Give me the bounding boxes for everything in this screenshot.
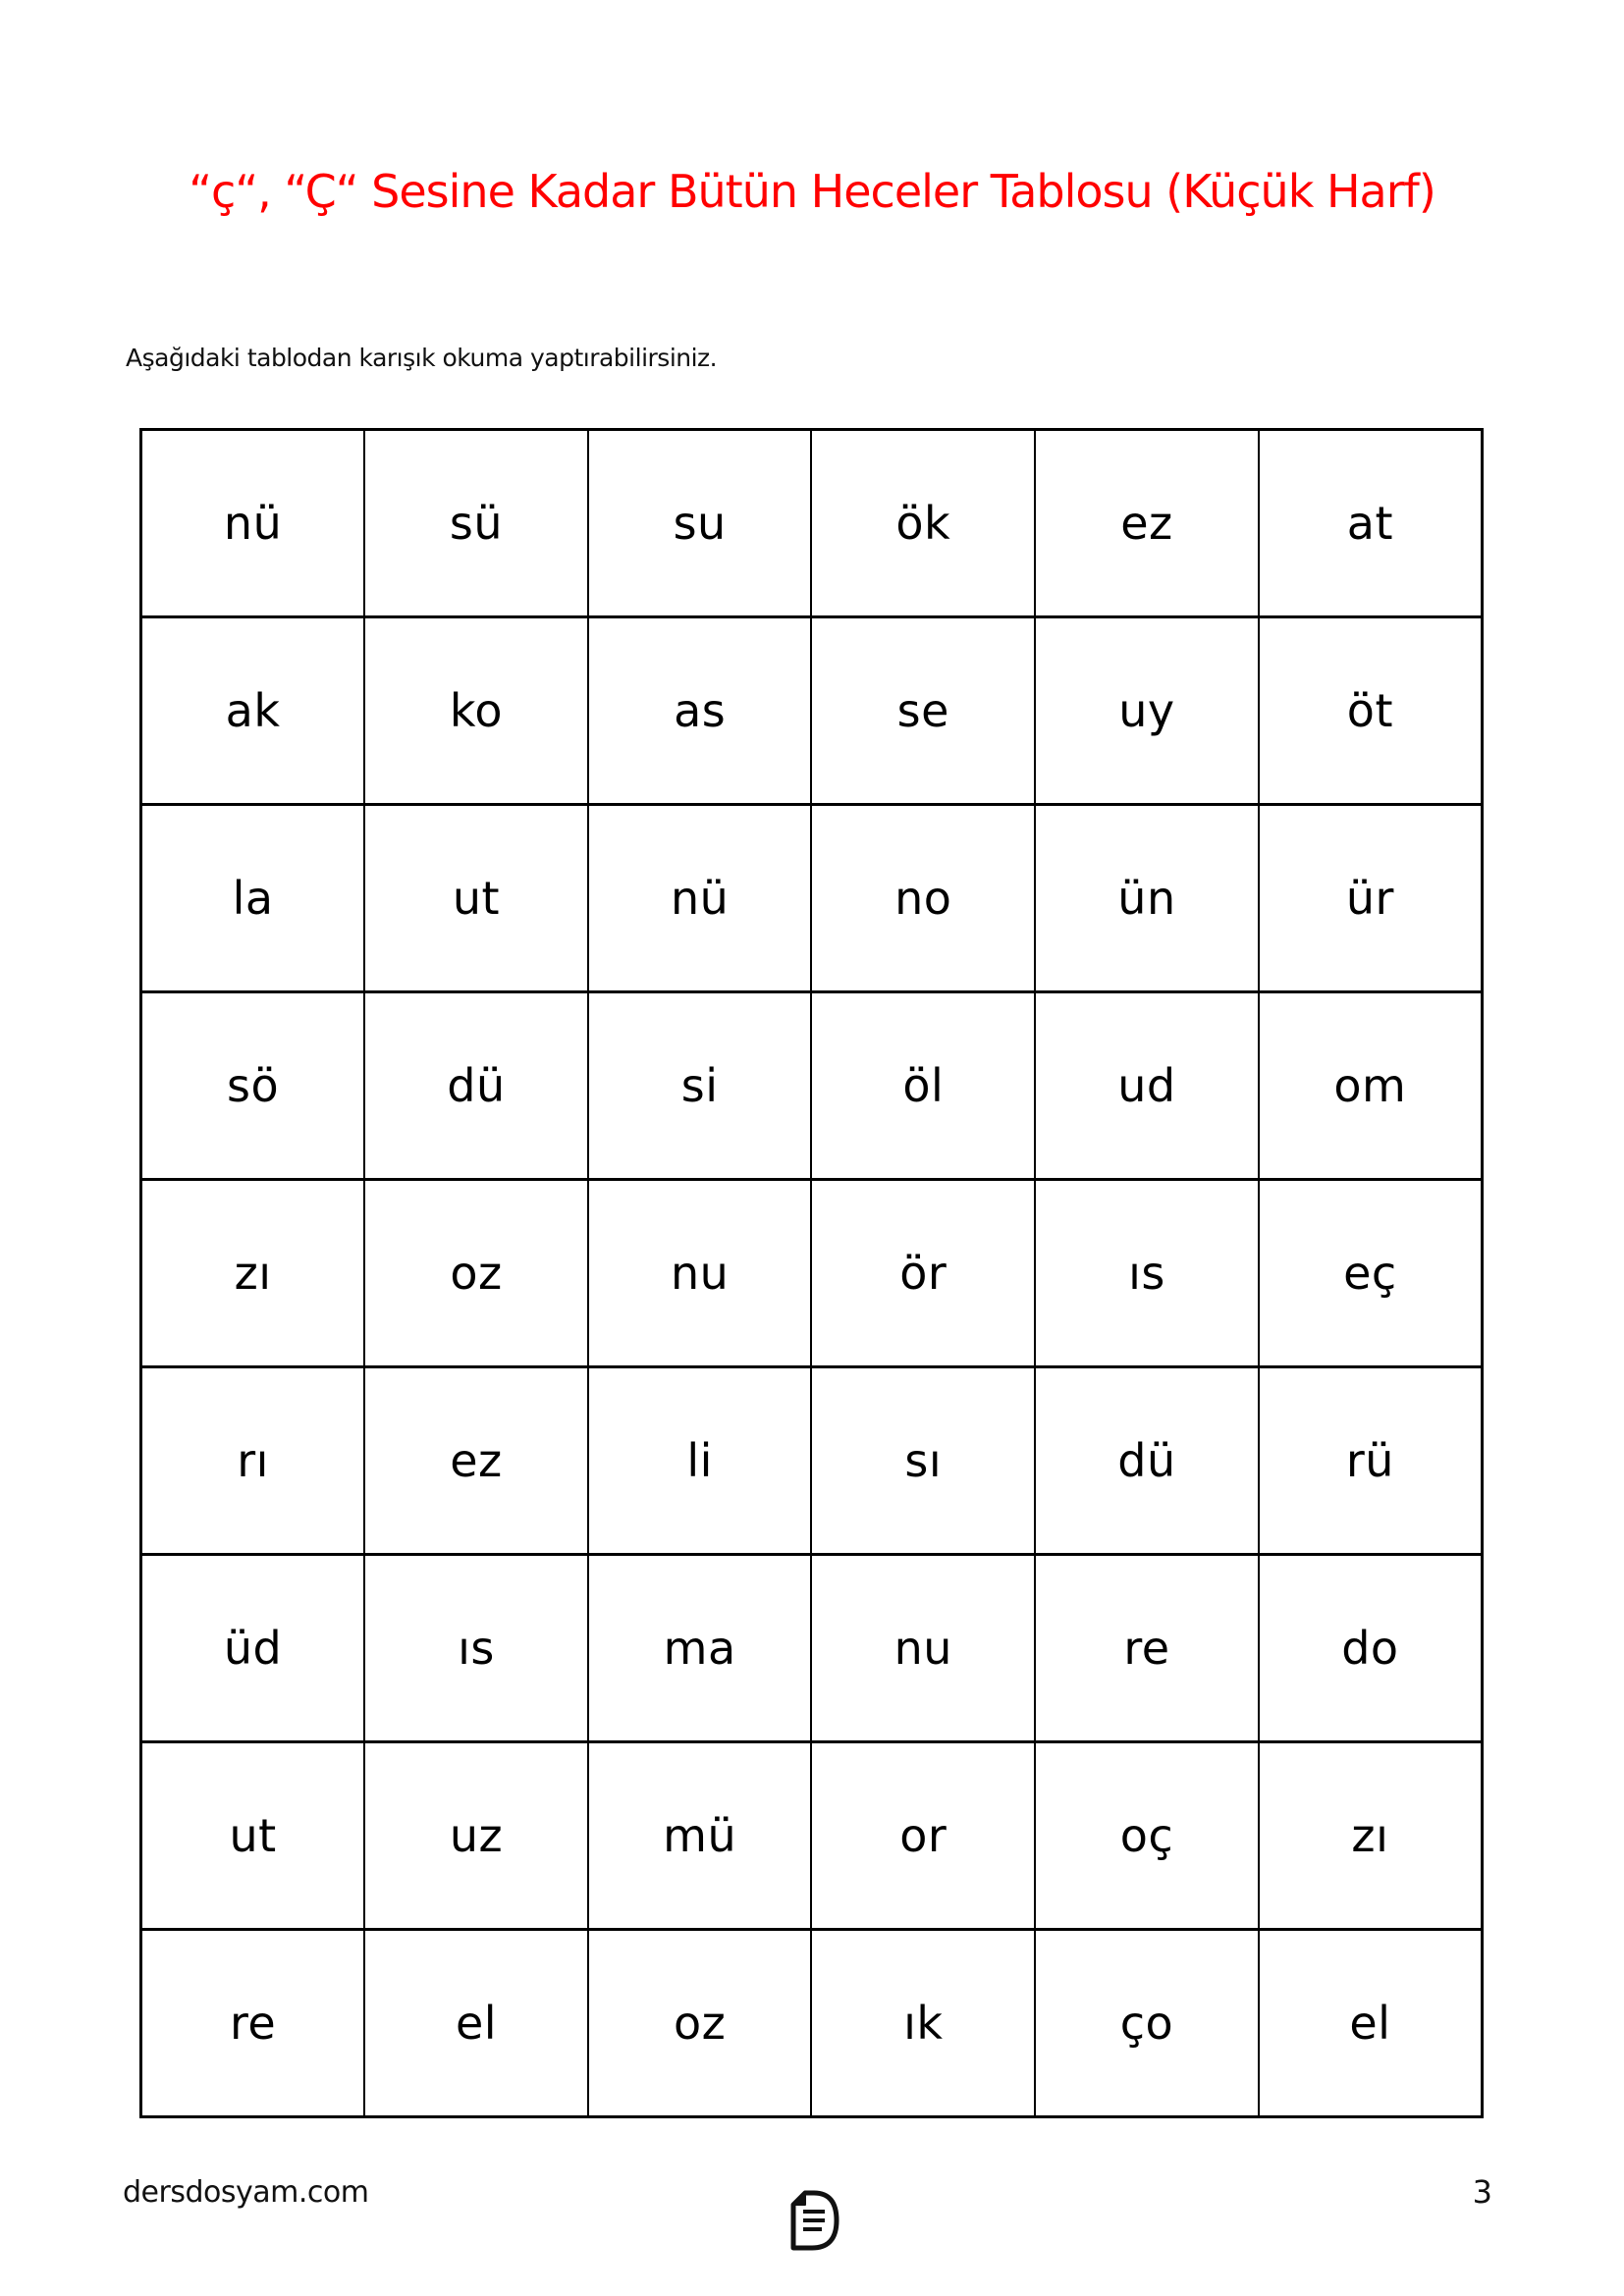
syllable-cell: dü [364, 992, 588, 1180]
syllable-cell: ün [1035, 805, 1259, 992]
syllable-cell: el [364, 1930, 588, 2117]
syllable-cell: ür [1259, 805, 1483, 992]
syllable-cell: ık [811, 1930, 1035, 2117]
table-row [141, 1930, 1483, 2117]
syllable-cell: nü [141, 430, 365, 617]
document-icon [785, 2189, 839, 2252]
website-text: dersdosyam.com [123, 2175, 369, 2210]
page-title: “ç“, “Ç“ Sesine Kadar Bütün Heceler Tablosu (Küçük Harf) [189, 165, 1435, 218]
syllable-cell: ud [1035, 992, 1259, 1180]
syllable-cell: do [1259, 1555, 1483, 1742]
syllable-cell: nu [811, 1555, 1035, 1742]
syllable-cell: sı [811, 1367, 1035, 1555]
syllable-cell: ez [1035, 430, 1259, 617]
syllable-cell: ör [811, 1180, 1035, 1367]
table-row [141, 1555, 1483, 1742]
syllable-cell: ko [364, 617, 588, 805]
table-row [141, 1742, 1483, 1930]
instruction-text: Aşağıdaki tablodan karışık okuma yaptırabilirsiniz. [126, 344, 718, 372]
table-row [141, 992, 1483, 1180]
syllable-cell: ço [1035, 1930, 1259, 2117]
table-row [141, 617, 1483, 805]
syllable-cell: dü [1035, 1367, 1259, 1555]
syllable-cell: ut [364, 805, 588, 992]
syllable-cell: uy [1035, 617, 1259, 805]
syllable-cell: ma [588, 1555, 812, 1742]
syllable-cell: zı [1259, 1742, 1483, 1930]
syllable-cell: üd [141, 1555, 365, 1742]
syllable-cell: ak [141, 617, 365, 805]
syllable-cell: eç [1259, 1180, 1483, 1367]
page-number: 3 [1472, 2173, 1492, 2211]
syllable-cell: at [1259, 430, 1483, 617]
syllable-cell: ez [364, 1367, 588, 1555]
table-row [141, 430, 1483, 617]
syllable-cell: se [811, 617, 1035, 805]
syllable-cell: as [588, 617, 812, 805]
syllable-cell: rü [1259, 1367, 1483, 1555]
table-row [141, 805, 1483, 992]
syllable-cell: uz [364, 1742, 588, 1930]
syllable-cell: mü [588, 1742, 812, 1930]
syllable-cell: no [811, 805, 1035, 992]
syllable-cell: su [588, 430, 812, 617]
syllable-cell: re [141, 1930, 365, 2117]
syllable-cell: oz [364, 1180, 588, 1367]
syllable-cell: sü [364, 430, 588, 617]
syllable-cell: el [1259, 1930, 1483, 2117]
table-row [141, 1367, 1483, 1555]
syllable-cell: zı [141, 1180, 365, 1367]
syllable-cell: si [588, 992, 812, 1180]
syllable-cell: öl [811, 992, 1035, 1180]
syllable-cell: ıs [364, 1555, 588, 1742]
syllable-cell: ök [811, 430, 1035, 617]
syllable-cell: ıs [1035, 1180, 1259, 1367]
syllable-cell: oç [1035, 1742, 1259, 1930]
syllable-cell: la [141, 805, 365, 992]
syllable-cell: oz [588, 1930, 812, 2117]
table-row [141, 1180, 1483, 1367]
syllable-cell: om [1259, 992, 1483, 1180]
syllable-cell: rı [141, 1367, 365, 1555]
syllable-cell: sö [141, 992, 365, 1180]
syllable-cell: li [588, 1367, 812, 1555]
syllable-cell: ut [141, 1742, 365, 1930]
syllable-table [139, 428, 1484, 2118]
syllable-cell: re [1035, 1555, 1259, 1742]
syllable-cell: öt [1259, 617, 1483, 805]
syllable-cell: nu [588, 1180, 812, 1367]
syllable-cell: nü [588, 805, 812, 992]
syllable-cell: or [811, 1742, 1035, 1930]
